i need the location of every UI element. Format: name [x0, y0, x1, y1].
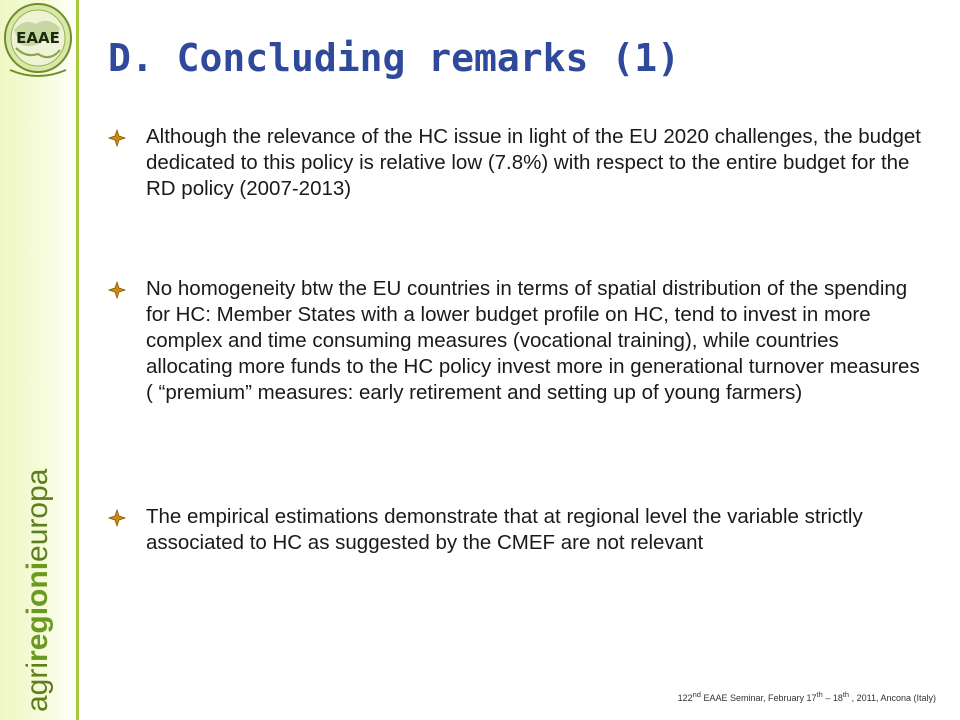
footer-citation — [678, 690, 936, 703]
logo-text: EAAE — [16, 29, 60, 47]
sidebar-divider — [76, 0, 79, 720]
bullet-item — [108, 504, 928, 556]
slide-title: D. Concluding remarks (1) — [108, 36, 680, 80]
footer-seminar-number: 122 — [677, 693, 693, 703]
brand-part-europa: europa — [21, 468, 54, 562]
eaae-logo — [2, 0, 74, 82]
footer-superscript: th — [842, 690, 850, 699]
diamond-bullet-icon — [108, 281, 126, 299]
brand-vertical-text — [20, 469, 56, 712]
bullet-item — [108, 124, 928, 202]
bullet-text: Although the relevance of the HC issue in light of the EU 2020 challenges, the budget dedicated to this policy is relative low (7.8%) with respect to the entire budget for the RD policy (2007-2013) — [146, 125, 921, 200]
brand-part-agri: agri — [21, 661, 54, 712]
bullet-item — [108, 276, 928, 406]
footer-text: – 18 — [822, 693, 843, 703]
diamond-bullet-icon — [108, 129, 126, 147]
footer-superscript: th — [816, 690, 823, 699]
diamond-bullet-icon — [108, 509, 126, 527]
brand-part-regioni: regioni — [21, 561, 54, 662]
footer-superscript: nd — [692, 690, 701, 699]
footer-text: , 2011, Ancona (Italy) — [849, 693, 936, 703]
footer-text: EAAE Seminar, February 17 — [700, 693, 817, 703]
bullet-text: No homogeneity btw the EU countries in terms of spatial distribution of the spending for HC: Member States with a lower budget profile on HC, tend to invest in more complex and time consuming measures (vocational training), while countries allocating more funds to the HC policy invest more in generational turnover measures ( “premium” measures: early retirement and setting up of young farmers) — [146, 277, 920, 404]
bullet-text: The empirical estimations demonstrate that at regional level the variable strictly associated to HC as suggested by the CMEF are not relevant — [146, 505, 863, 554]
